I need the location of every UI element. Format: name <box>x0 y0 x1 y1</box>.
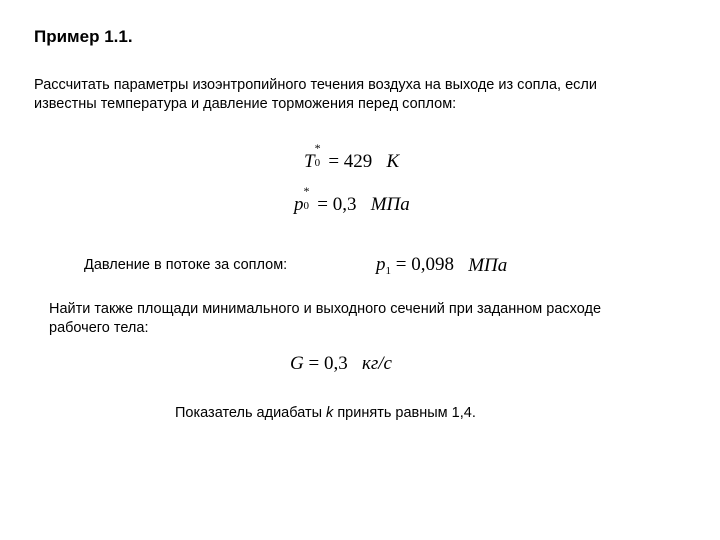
formula-p0-sup: * <box>303 184 310 198</box>
formula-t0-sub: 0 <box>314 157 321 169</box>
find-paragraph <box>49 300 601 338</box>
formula-t0-unit: K <box>386 151 400 172</box>
formula-p0-sub: 0 <box>303 200 309 212</box>
intro-line-1: Рассчитать параметры изоэнтропийного течения воздуха на выходе из сопла, если <box>34 77 597 93</box>
formula-g-value: = 0,3 <box>308 353 348 374</box>
find-line-2: рабочего тела: <box>49 320 149 336</box>
formula-g-unit: кг/с <box>361 353 392 374</box>
formula-t0-symbol: T <box>304 151 315 172</box>
formula-g-symbol: G <box>290 353 304 374</box>
intro-line-2: известны температура и давление торможения перед соплом: <box>34 96 457 112</box>
pressure-label: Давление в потоке за соплом: <box>84 257 288 273</box>
formula-p0-value: = 0,3 <box>317 194 357 215</box>
formula-p1-unit: МПа <box>468 255 508 276</box>
find-line-1: Найти также площади минимального и выходного сечений при заданном расходе <box>49 301 602 317</box>
formula-g <box>290 353 392 375</box>
intro-paragraph <box>34 76 597 114</box>
formula-p1-sub: 1 <box>385 265 391 277</box>
formula-p0-unit: МПа <box>370 194 410 215</box>
adiabatic-suffix: принять равным 1,4. <box>333 405 476 421</box>
formula-p0-symbol: p <box>294 194 304 215</box>
page-title: Пример 1.1. <box>34 27 133 46</box>
formula-p1 <box>376 254 508 277</box>
formula-p0 <box>294 184 411 216</box>
formula-t0 <box>304 141 400 173</box>
formula-p1-symbol: p <box>376 254 386 275</box>
adiabatic-prefix: Показатель адиабаты <box>175 405 327 421</box>
formula-p1-value: = 0,098 <box>395 254 454 275</box>
formula-t0-value: = 429 <box>328 151 373 172</box>
adiabatic-k: k <box>326 405 334 421</box>
adiabatic-text <box>175 404 476 423</box>
formula-t0-sup: * <box>314 141 321 155</box>
